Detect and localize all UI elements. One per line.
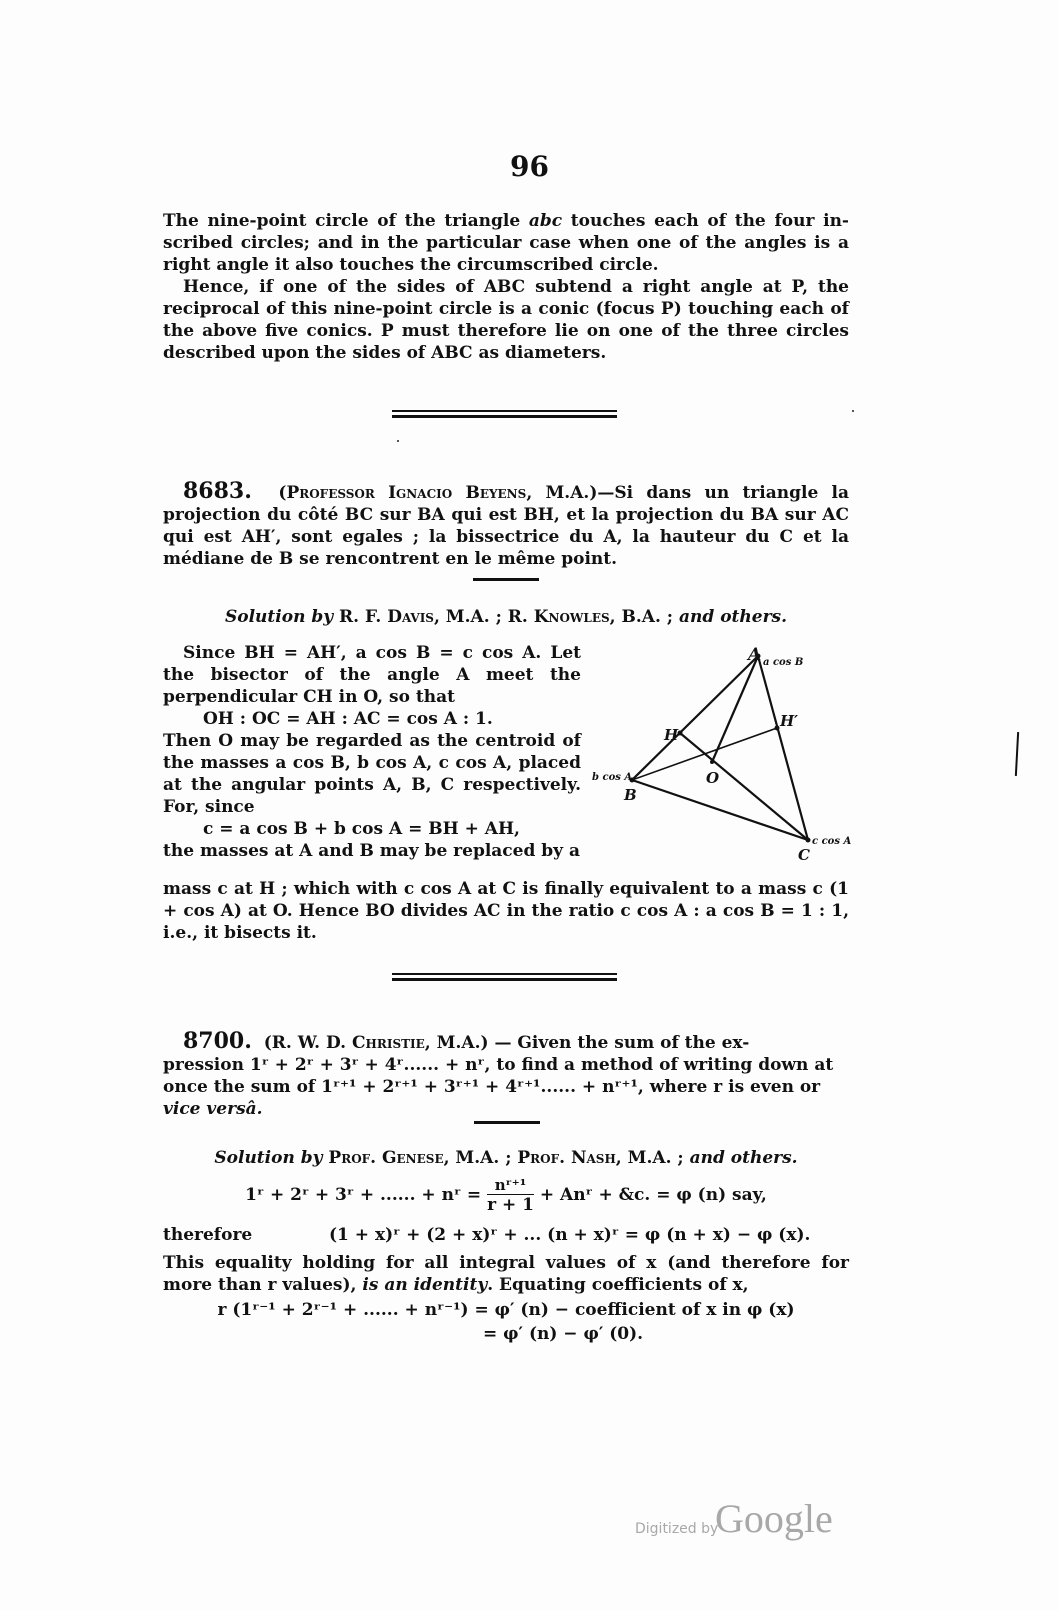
solution-byline: Solution by R. F. Davis, M.A. ; R. Knowles, B.A. ; and others. [224, 607, 788, 627]
intro-paragraph-2: Hence, if one of the sides of ABC subtend a right angle at P, the reciprocal of this nine-point circle is a conic (focus P) touching each of the above five conics. P must therefore lie on one of the three circles described upon the sides of ABC as diameters. [163, 277, 849, 363]
equation-result: = φ′ (n) − φ′ (0). [483, 1324, 644, 1344]
equation-sum: 1ʳ + 2ʳ + 3ʳ + ...... + nʳ = $\frac{\text{nʳ⁺¹}}{r + 1}$ + Anʳ + &c. = φ (n) say, [245, 1176, 767, 1215]
label-A: A [748, 645, 762, 665]
label-B: B [624, 786, 637, 804]
margin-mark [1015, 732, 1019, 776]
altitude-CH [680, 733, 808, 840]
equation-ratio: OH : OC = AH : AC = cos A : 1. [203, 709, 493, 729]
solution-line-3b: mass c at H ; which with c cos A at C is finally equivalent to a mass c (1 + cos A) at O. Hence BO divides AC in the ratio c cos A : a cos B = 1 : 1, i.e., it bisects it. [163, 879, 849, 943]
question-author: (Professor Ignacio Beyens, M.A.) [278, 483, 598, 503]
side-AC [758, 656, 808, 840]
question-8683 [163, 480, 849, 570]
short-divider [474, 1121, 540, 1124]
equation-c: c = a cos B + b cos A = BH + AH, [203, 819, 520, 839]
equation-coefficients: r (1ʳ⁻¹ + 2ʳ⁻¹ + ...... + nʳ⁻¹) = φ′ (n) − coefficient of x in φ (x) [217, 1300, 795, 1320]
intro-section [163, 210, 849, 364]
label-C: C [798, 846, 810, 864]
solution-body-full [163, 878, 849, 944]
section-divider [392, 973, 617, 981]
fraction: $\frac{\text{nʳ⁺¹}}{r + 1}$ [487, 1176, 534, 1215]
digitized-watermark: Digitized by Google [635, 1496, 833, 1541]
intro-paragraph-1: The nine-point circle of the triangle abc touches each of the four in-scribed circles; and in the particular case when one of the angles is a right angle it also touches the circumscribed circle. [163, 211, 849, 275]
label-O: O [706, 769, 720, 787]
solution-body-left [163, 642, 581, 862]
solution-line-2: Then O may be regarded as the centroid of the masses a cos B, b cos A, c cos A, placed at the angular points A, B, C respectively. For, since [163, 731, 581, 817]
bisector-AO [712, 656, 758, 762]
median-BH-prime [632, 728, 777, 780]
label-H-prime: H′ [780, 712, 799, 730]
speck [852, 410, 854, 412]
question-8700: 8700. (R. W. D. Christie, M.A.) — Given the sum of the ex- pression 1ʳ + 2ʳ + 3ʳ + 4ʳ...... + nʳ, to find a method of writing down at once the sum of 1ʳ⁺¹ + 2ʳ⁺¹ + 3ʳ⁺¹ + 4ʳ⁺¹...... + nʳ⁺¹, where r is even or vice versâ. [163, 1028, 834, 1119]
google-logo: Google [715, 1496, 833, 1541]
side-BC [632, 780, 808, 840]
page-number: 96 [510, 150, 549, 183]
label-C-mass: c cos A [812, 836, 852, 847]
label-B-mass: b cos A [592, 772, 633, 783]
short-divider [473, 578, 539, 581]
speck [397, 440, 399, 442]
solution-line-1: Since BH = AH′, a cos B = c cos A. Let the bisector of the angle A meet the perpendicular CH in O, so that [163, 643, 581, 707]
label-A-mass: a cos B [763, 657, 804, 668]
solution-line-3a: the masses at A and B may be replaced by a [163, 841, 580, 861]
question-author: (R. W. D. Christie, M.A.) [263, 1033, 489, 1053]
equation-therefore: therefore (1 + x)ʳ + (2 + x)ʳ + ... (n + x)ʳ = φ (n + x) − φ (x). [163, 1225, 811, 1245]
question-text: —Si dans un triangle la projection du côté BC sur BA qui est BH, et la projection du BA sur AC qui est AH′, sont egales ; la bissectrice du A, la hauteur du C et la médiane de B se rencontrent en le même point. [163, 483, 849, 569]
triangle-diagram [590, 640, 880, 870]
side-AB [632, 656, 758, 780]
question-number: 8683. [183, 478, 252, 504]
solution-byline: Solution by Prof. Genese, M.A. ; Prof. Nash, M.A. ; and others. [214, 1148, 798, 1168]
section-divider [392, 410, 617, 418]
question-number: 8700. [183, 1028, 252, 1054]
identity-paragraph: This equality holding for all integral values of x (and therefore for more than r values), is an identity. Equating coefficients of x, [163, 1253, 849, 1295]
label-H: H [664, 726, 679, 744]
